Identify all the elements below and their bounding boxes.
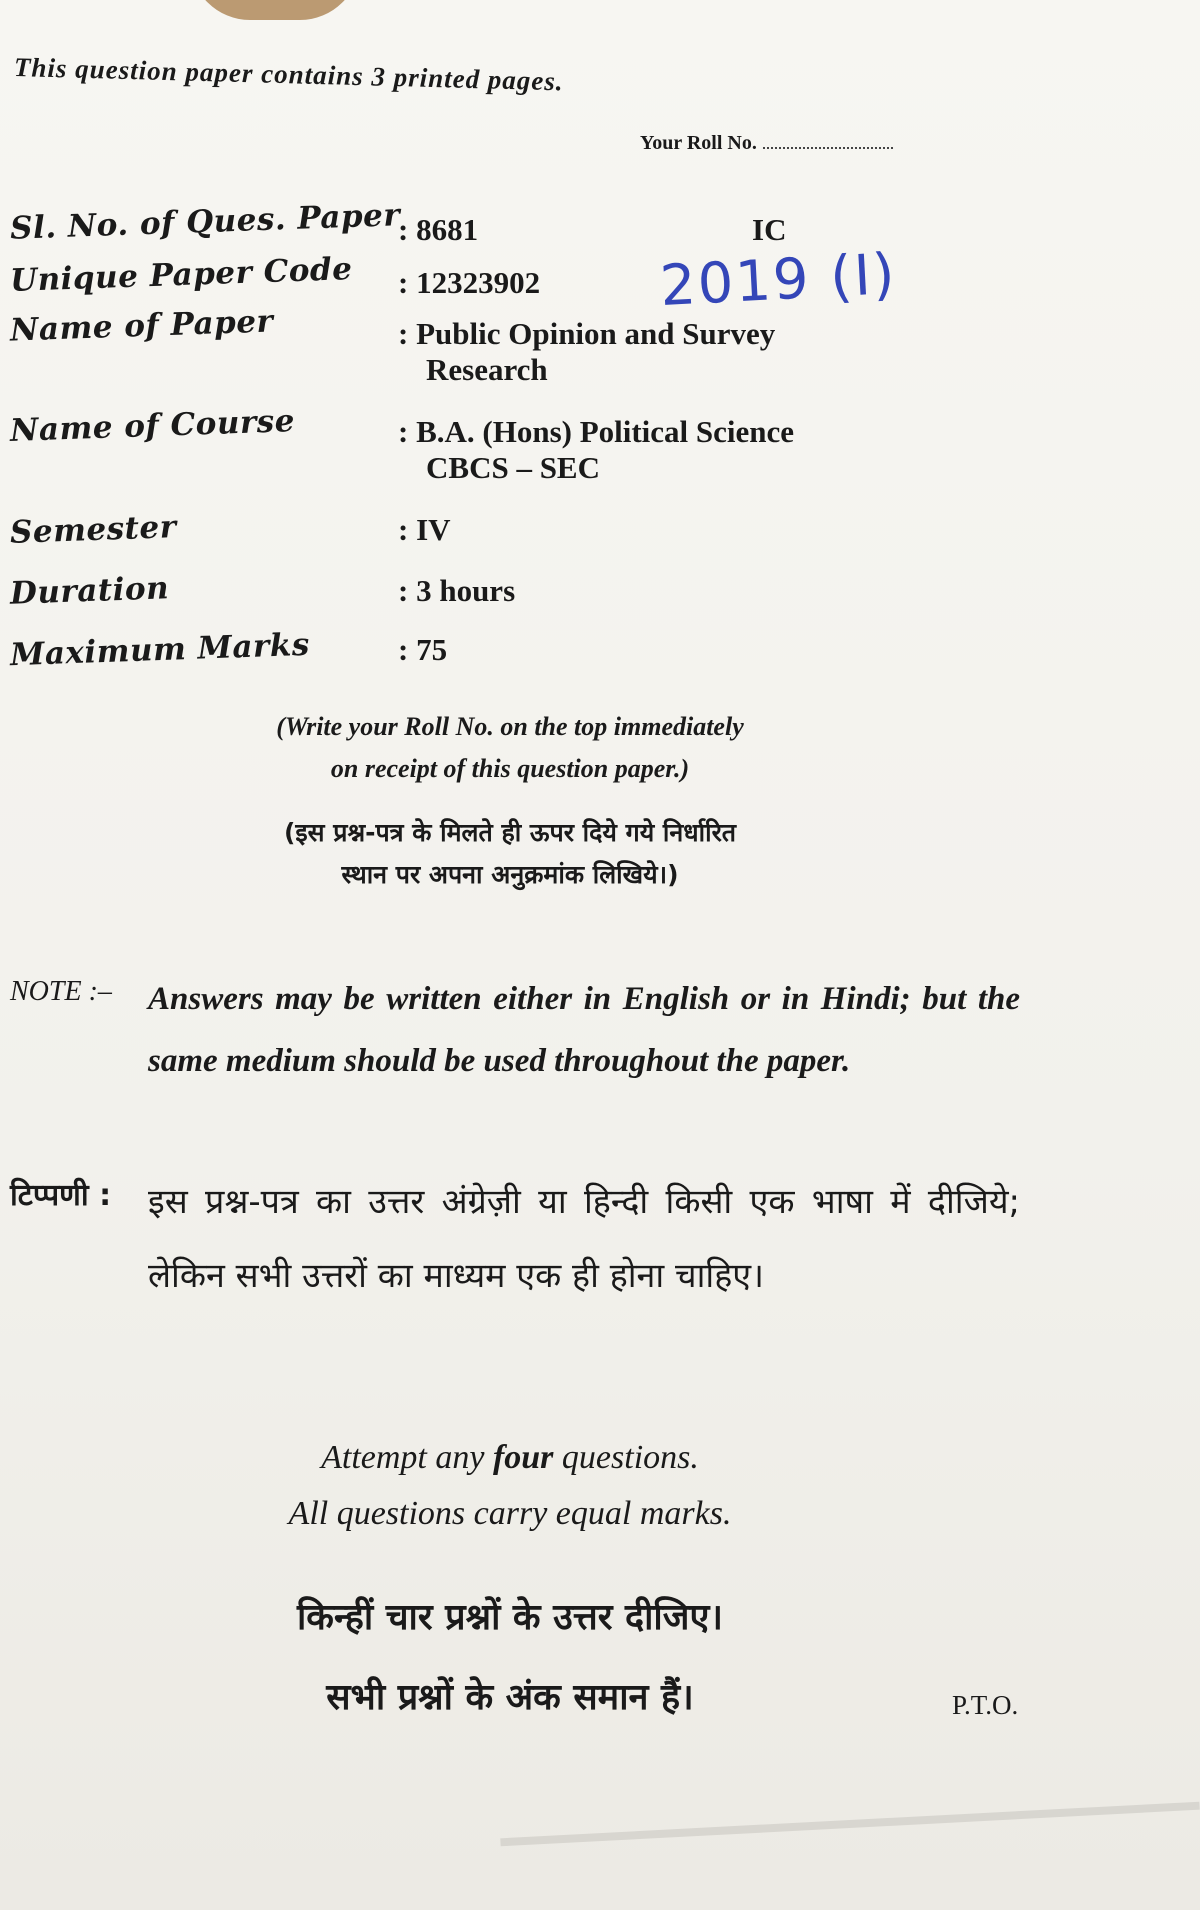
paper-edge: [500, 1802, 1199, 1847]
field-value: : IV: [398, 512, 451, 547]
tippani-label: टिप्पणी :: [10, 1178, 112, 1213]
field-label: Name of Paper: [9, 303, 274, 349]
instruction-line: (Write your Roll No. on the top immediately: [276, 712, 744, 741]
pto-text: P.T.O.: [952, 1690, 1019, 1720]
handwritten-year: 2019 (I): [658, 241, 899, 320]
attempt-count: four: [492, 1439, 554, 1476]
field-value-line1: : Public Opinion and Survey: [398, 316, 776, 351]
attempt-line: सभी प्रश्नों के अंक समान हैं।: [326, 1677, 694, 1718]
field-label: Semester: [9, 509, 178, 551]
field-value-line1: : B.A. (Hons) Political Science: [398, 414, 795, 449]
field-value: : 3 hours: [398, 573, 516, 608]
tippani-block: [10, 1165, 1020, 1313]
note-label: NOTE :–: [10, 976, 112, 1007]
field-value: [398, 414, 794, 486]
field-value: : 75: [398, 632, 448, 667]
attempt-instruction-hindi: [0, 1578, 1020, 1738]
pages-count-text: This question paper contains 3 printed pages.: [13, 52, 565, 97]
attempt-line: [0, 1430, 1020, 1486]
field-value: : 12323902: [398, 265, 541, 300]
roll-instruction-english: [0, 706, 1020, 790]
field-value-line2: Research: [426, 352, 548, 387]
tippani-text: इस प्रश्न-पत्र का उत्तर अंग्रेज़ी या हिन्दी किसी एक भाषा में दीजिये; लेकिन सभी उत्तरों का माध्यम एक ही होना चाहिए।: [148, 1182, 1020, 1296]
note-block: [10, 968, 1020, 1092]
field-label: Name of Course: [9, 403, 296, 449]
field-value: [398, 316, 775, 388]
roll-instruction-hindi: [0, 812, 1020, 896]
ic-code: IC: [752, 212, 787, 247]
attempt-instruction-english: [0, 1430, 1020, 1542]
field-label: Maximum Marks: [9, 626, 311, 674]
attempt-pre: Attempt any: [321, 1439, 493, 1476]
field-label: Sl. No. of Ques. Paper: [9, 197, 401, 247]
attempt-line: किन्हीं चार प्रश्नों के उत्तर दीजिए।: [296, 1597, 723, 1638]
roll-label: Your Roll No.: [640, 132, 757, 154]
field-value-line2: CBCS – SEC: [426, 450, 600, 485]
instruction-line: (इस प्रश्न-पत्र के मिलते ही ऊपर दिये गये निर्धारित: [283, 818, 737, 847]
roll-blank: [763, 147, 893, 149]
field-label: Unique Paper Code: [9, 251, 353, 299]
instruction-line: स्थान पर अपना अनुक्रमांक लिखिये।): [341, 860, 679, 889]
instruction-line: on receipt of this question paper.): [330, 754, 690, 783]
attempt-line: All questions carry equal marks.: [288, 1495, 732, 1532]
field-label: Duration: [9, 570, 170, 612]
note-text: Answers may be written either in English or in Hindi; but the same medium should be used throughout the paper.: [148, 981, 1020, 1079]
attempt-post: questions.: [553, 1439, 699, 1476]
field-value: : 8681: [398, 212, 479, 247]
finger-shadow: [190, 0, 360, 20]
roll-number-line: [640, 132, 893, 155]
